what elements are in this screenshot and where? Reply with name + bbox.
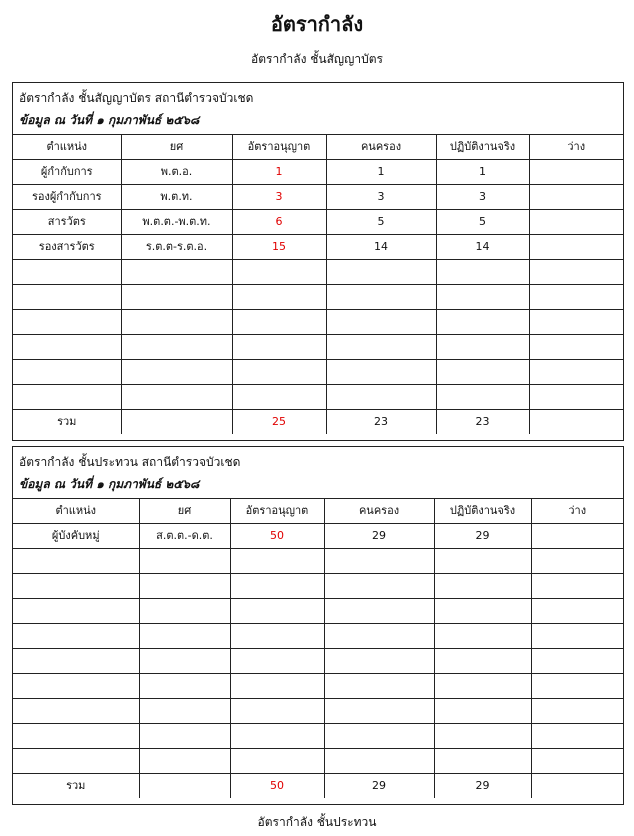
empty-row: [13, 699, 623, 724]
empty-cell: [232, 360, 326, 385]
empty-cell: [531, 674, 623, 699]
column-header: ปฏิบัติงานจริง: [434, 499, 531, 524]
position-cell: ผู้บังคับหมู่: [13, 524, 139, 549]
empty-cell: [121, 260, 232, 285]
table-row: [13, 524, 623, 549]
total-row: [13, 410, 623, 435]
empty-cell: [324, 574, 434, 599]
empty-cell: [139, 674, 230, 699]
column-header: ว่าง: [529, 135, 623, 160]
position-cell: รองผู้กำกับการ: [13, 185, 121, 210]
actual-cell: 5: [436, 210, 529, 235]
column-header: อัตราอนุญาต: [230, 499, 324, 524]
empty-cell: [326, 285, 436, 310]
table-row: [13, 185, 623, 210]
empty-cell: [529, 385, 623, 410]
empty-row: [13, 385, 623, 410]
allowed-cell: 50: [230, 524, 324, 549]
empty-cell: [531, 749, 623, 774]
empty-cell: [121, 385, 232, 410]
actual-cell: 29: [434, 524, 531, 549]
section-date: ข้อมูล ณ วันที่ ๑ กุมภาพันธ์ ๒๕๖๘: [19, 477, 200, 491]
empty-cell: [434, 599, 531, 624]
vacant-cell: [529, 185, 623, 210]
allowed-cell: 1: [232, 160, 326, 185]
holding-cell: 29: [324, 524, 434, 549]
empty-row: [13, 335, 623, 360]
vacant-cell: [529, 235, 623, 260]
empty-cell: [230, 749, 324, 774]
empty-row: [13, 574, 623, 599]
empty-cell: [139, 649, 230, 674]
total-vacant-cell: [531, 774, 623, 799]
rank-cell: พ.ต.ต.-พ.ต.ท.: [121, 210, 232, 235]
empty-cell: [13, 724, 139, 749]
empty-cell: [531, 724, 623, 749]
empty-cell: [529, 335, 623, 360]
rank-cell: พ.ต.ท.: [121, 185, 232, 210]
empty-cell: [13, 285, 121, 310]
total-actual-cell: 23: [436, 410, 529, 435]
empty-cell: [529, 310, 623, 335]
empty-row: [13, 624, 623, 649]
empty-cell: [139, 549, 230, 574]
section-heading: อัตรากำลัง ชั้นประทวน สถานีตำรวจบัวเชด: [19, 455, 241, 469]
table-row: [13, 235, 623, 260]
total-row: [13, 774, 623, 799]
page-title: อัตรากำลัง: [270, 12, 364, 36]
empty-cell: [434, 649, 531, 674]
empty-cell: [436, 385, 529, 410]
table-row: [13, 160, 623, 185]
empty-cell: [232, 260, 326, 285]
empty-cell: [434, 674, 531, 699]
empty-cell: [434, 574, 531, 599]
empty-cell: [121, 310, 232, 335]
empty-cell: [531, 699, 623, 724]
empty-cell: [13, 699, 139, 724]
noncom-section: [12, 446, 624, 805]
empty-cell: [13, 385, 121, 410]
empty-cell: [434, 549, 531, 574]
empty-row: [13, 360, 623, 385]
empty-cell: [324, 624, 434, 649]
section-heading: อัตรากำลัง ชั้นสัญญาบัตร สถานีตำรวจบัวเชด: [19, 91, 254, 105]
empty-cell: [232, 285, 326, 310]
empty-row: [13, 260, 623, 285]
total-holding-cell: 23: [326, 410, 436, 435]
column-header: ปฏิบัติงานจริง: [436, 135, 529, 160]
empty-cell: [436, 310, 529, 335]
rank-cell: ร.ต.ต-ร.ต.อ.: [121, 235, 232, 260]
column-header: ยศ: [121, 135, 232, 160]
empty-cell: [139, 624, 230, 649]
empty-cell: [436, 285, 529, 310]
officer-table: [13, 135, 623, 434]
empty-cell: [230, 674, 324, 699]
empty-cell: [436, 260, 529, 285]
allowed-cell: 15: [232, 235, 326, 260]
empty-cell: [324, 749, 434, 774]
column-header: ว่าง: [531, 499, 623, 524]
position-cell: ผู้กำกับการ: [13, 160, 121, 185]
total-position-cell: รวม: [13, 410, 121, 435]
empty-cell: [230, 599, 324, 624]
empty-cell: [13, 624, 139, 649]
empty-row: [13, 285, 623, 310]
column-header: ตำแหน่ง: [13, 135, 121, 160]
empty-cell: [324, 549, 434, 574]
empty-cell: [436, 360, 529, 385]
empty-cell: [326, 360, 436, 385]
column-header: อัตราอนุญาต: [232, 135, 326, 160]
empty-cell: [232, 310, 326, 335]
empty-row: [13, 674, 623, 699]
empty-cell: [230, 624, 324, 649]
position-cell: รองสารวัตร: [13, 235, 121, 260]
empty-row: [13, 749, 623, 774]
empty-cell: [326, 385, 436, 410]
empty-cell: [232, 335, 326, 360]
vacant-cell: [529, 160, 623, 185]
column-header: ยศ: [139, 499, 230, 524]
empty-cell: [139, 599, 230, 624]
empty-cell: [13, 649, 139, 674]
noncom-table: [13, 499, 623, 798]
empty-cell: [434, 724, 531, 749]
empty-cell: [326, 335, 436, 360]
empty-cell: [13, 335, 121, 360]
section-date: ข้อมูล ณ วันที่ ๑ กุมภาพันธ์ ๒๕๖๘: [19, 113, 200, 127]
empty-cell: [531, 624, 623, 649]
empty-cell: [531, 574, 623, 599]
empty-cell: [13, 549, 139, 574]
empty-cell: [139, 749, 230, 774]
empty-cell: [434, 699, 531, 724]
empty-cell: [13, 260, 121, 285]
table-row: [13, 210, 623, 235]
holding-cell: 3: [326, 185, 436, 210]
column-header: ตำแหน่ง: [13, 499, 139, 524]
empty-cell: [531, 649, 623, 674]
holding-cell: 14: [326, 235, 436, 260]
column-header: คนครอง: [324, 499, 434, 524]
total-rank-cell: [121, 410, 232, 435]
empty-cell: [324, 599, 434, 624]
empty-cell: [13, 310, 121, 335]
section-header: [13, 447, 623, 499]
empty-cell: [324, 674, 434, 699]
total-allowed-cell: 50: [230, 774, 324, 799]
empty-cell: [230, 724, 324, 749]
empty-cell: [232, 385, 326, 410]
total-vacant-cell: [529, 410, 623, 435]
page-subtitle: อัตรากำลัง ชั้นสัญญาบัตร: [251, 52, 383, 66]
column-header: คนครอง: [326, 135, 436, 160]
page-footer: อัตรากำลัง ชั้นประทวน: [257, 815, 377, 829]
allowed-cell: 3: [232, 185, 326, 210]
holding-cell: 5: [326, 210, 436, 235]
rank-cell: ส.ต.ต.-ด.ต.: [139, 524, 230, 549]
empty-row: [13, 724, 623, 749]
empty-cell: [529, 285, 623, 310]
empty-row: [13, 310, 623, 335]
empty-cell: [531, 599, 623, 624]
actual-cell: 3: [436, 185, 529, 210]
empty-cell: [230, 549, 324, 574]
empty-cell: [230, 699, 324, 724]
total-holding-cell: 29: [324, 774, 434, 799]
empty-cell: [326, 260, 436, 285]
empty-cell: [13, 749, 139, 774]
empty-cell: [121, 285, 232, 310]
empty-cell: [121, 360, 232, 385]
empty-cell: [139, 574, 230, 599]
empty-row: [13, 649, 623, 674]
empty-cell: [324, 699, 434, 724]
empty-cell: [434, 624, 531, 649]
position-cell: สารวัตร: [13, 210, 121, 235]
empty-row: [13, 549, 623, 574]
empty-cell: [13, 574, 139, 599]
total-allowed-cell: 25: [232, 410, 326, 435]
table-header-row: [13, 499, 623, 524]
table-header-row: [13, 135, 623, 160]
holding-cell: 1: [326, 160, 436, 185]
empty-cell: [529, 260, 623, 285]
officer-section: [12, 82, 624, 441]
empty-cell: [436, 335, 529, 360]
actual-cell: 1: [436, 160, 529, 185]
vacant-cell: [529, 210, 623, 235]
empty-cell: [13, 360, 121, 385]
empty-row: [13, 599, 623, 624]
empty-cell: [324, 649, 434, 674]
empty-cell: [529, 360, 623, 385]
empty-cell: [230, 574, 324, 599]
empty-cell: [434, 749, 531, 774]
empty-cell: [324, 724, 434, 749]
allowed-cell: 6: [232, 210, 326, 235]
vacant-cell: [531, 524, 623, 549]
empty-cell: [326, 310, 436, 335]
empty-cell: [13, 674, 139, 699]
empty-cell: [13, 599, 139, 624]
empty-cell: [139, 699, 230, 724]
total-rank-cell: [139, 774, 230, 799]
empty-cell: [121, 335, 232, 360]
actual-cell: 14: [436, 235, 529, 260]
empty-cell: [531, 549, 623, 574]
empty-cell: [139, 724, 230, 749]
rank-cell: พ.ต.อ.: [121, 160, 232, 185]
total-actual-cell: 29: [434, 774, 531, 799]
total-position-cell: รวม: [13, 774, 139, 799]
section-header: [13, 83, 623, 135]
empty-cell: [230, 649, 324, 674]
